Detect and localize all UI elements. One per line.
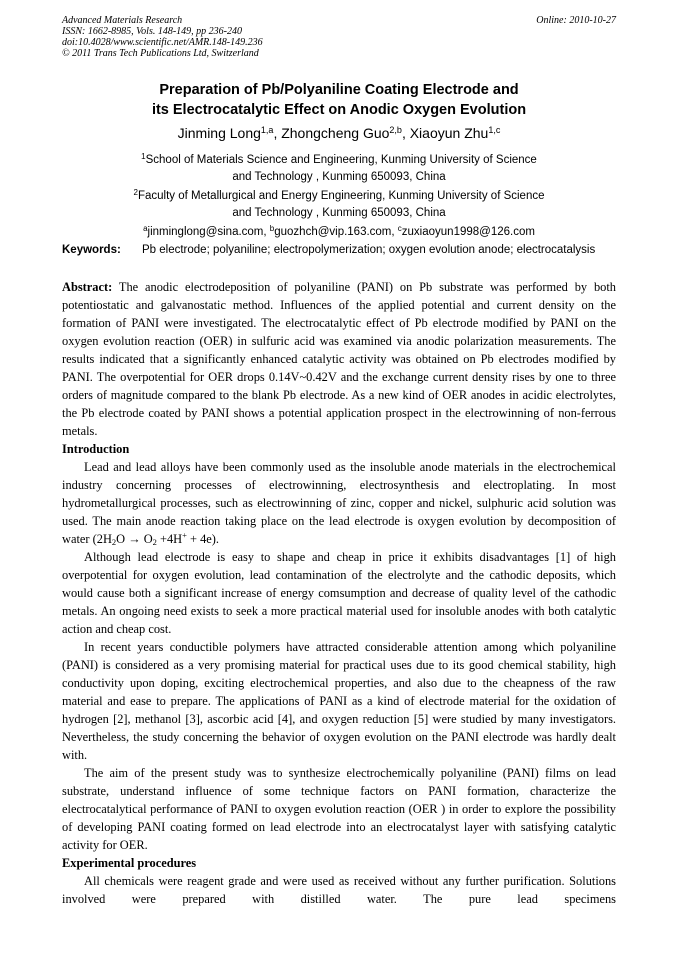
intro-paragraph-3: In recent years conductible polymers have attracted considerable attention among which polyaniline (PANI) is considered as a very promising material for practical uses due to its good chemical stability, high conductivity upon doping, exciting electrochemical properties, and also due to the cheapness of the raw material and ease to prepare. The applications of PANI as a kind of electrode material for the oxidation of hydrogen [2], methanol [3], ascorbic acid [4], and oxygen reduction [5] were studied by many investigators. Nevertheless, the study concerning the behavior of oxygen evolution on the PANI electrode was hardly dealt with.	[62, 640, 616, 762]
paper-title	[62, 80, 616, 120]
email-link: guozhch@vip.163.com,	[274, 226, 398, 238]
abstract	[62, 278, 616, 440]
introduction-heading: Introduction	[62, 442, 130, 456]
title-line-1: Preparation of Pb/Polyaniline Coating Electrode and	[159, 82, 519, 98]
doi-line: doi:10.4028/www.scientific.net/AMR.148-149.236	[62, 37, 263, 48]
abstract-label: Abstract:	[62, 280, 113, 294]
online-date: Online: 2010-10-27	[536, 15, 616, 26]
keywords-text: Pb electrode; polyaniline; electropolymerization; oxygen evolution anode; electrocatalysis	[142, 244, 596, 256]
email-line: $^a$jinminglong@sina.com, $^b$guozhch@vip.163.com, $^c$zuxiaoyun1998@126.com	[143, 224, 535, 238]
title-line-2: its Electrocatalytic Effect on Anodic Oxygen Evolution	[151, 102, 527, 118]
copyright-line: © 2011 Trans Tech Publications Ltd, Switzerland	[62, 48, 259, 59]
affiliation-2: $^2$Faculty of Metallurgical and Energy Engineering, Kunming University of Science and Technology , Kunming 650093, China	[133, 188, 545, 219]
author: Xiaoyun Zhu$^{1,c}$	[409, 125, 501, 141]
author: Zhongcheng Guo$^{2,b}$	[281, 125, 402, 141]
intro-paragraph-4: The aim of the present study was to synthesize electrochemically polyaniline (PANI) films on lead substrate, understand influence of some technique factors on PANI formation, characterize the electrocatalytical performance of PANI to oxygen evolution reaction (OER ) in order to explore the possibility of developing PANI coating formed on lead electrode into an electrocatalyst layer with satisfying catalytic activity for OER.	[62, 766, 616, 852]
issn-line: ISSN: 1662-8985, Vols. 148-149, pp 236-240	[62, 26, 242, 37]
experimental-paragraph-1: All chemicals were reagent grade and were used as received without any further purification. Solutions involved were prepared with distilled water. The pure lead specimens	[62, 874, 616, 906]
running-head	[62, 15, 616, 59]
experimental-heading: Experimental procedures	[62, 856, 197, 870]
intro-paragraph-2: Although lead electrode is easy to shape and cheap in price it exhibits disadvantages [1] of high overpotential for oxygen evolution, lead contamination of the electrolyte and the cathodic deposits, which would cause both a significant increase of energy comsumption and decrease of quality level of the cathodic metals. An ongoing need exists to seek a more practical material used for insoluble anodes with both catalytic action and cheap cost.	[62, 550, 616, 636]
email-link: jinminglong@sina.com,	[147, 226, 270, 238]
paper-body	[62, 278, 616, 908]
abstract-text: The anodic electrodeposition of polyaniline (PANI) on Pb substrate was performed by both potentiostatic and galvanostatic method. Influences of the applied potential and current density on the formation of PANI were investigated. The electrocatalytic effect of Pb electrode modified by PANI on the oxygen evolution reaction (OER) in sulfuric acid was examined via anodic polarization measurements. The results indicated that a significantly enhanced catalytic activity was obtained on Pb electrodes modified by PANI. The overpotential for OER drops 0.14V~0.42V and the exchange current density rises by one to three orders of magnitude compared to the blank Pb electrode. As a new kind of OER anodes in acidic electrolytes, the Pb electrode coated by PANI shows a potential application prospect in the electrowinning of non-ferrous metals.	[62, 280, 616, 438]
keywords-block	[62, 242, 616, 259]
keywords-label: Keywords:	[62, 244, 121, 256]
water-oxidation-equation: $2H_2O \to O_2 +4H^+ + 4e$).	[96, 530, 220, 547]
author-list: Jinming Long$^{1,a}$, Zhongcheng Guo$^{2,b}$, Xiaoyun Zhu$^{1,c}$	[177, 125, 501, 141]
affiliation-1: $^1$School of Materials Science and Engineering, Kunming University of Science and Technology , Kunming 650093, China	[141, 152, 537, 183]
intro-paragraph-1: Lead and lead alloys have been commonly used as the insoluble anode materials in the electrochemical industry concerning processes of electrowinning, electrosynthesis and electroplating. In most hydrometallurgical processes, such as electrowinning of zinc, copper and nickel, sulphuric acid solution was used. The main anode reaction taking place on the lead electrode is oxygen evolution by decomposition of water $(2H_2O \to O_2 +4H^+ + 4e)$.	[62, 460, 616, 547]
email-link: zuxiaoyun1998@126.com	[401, 226, 535, 238]
author: Jinming Long$^{1,a}$	[177, 125, 274, 141]
journal-name: Advanced Materials Research	[62, 15, 183, 26]
